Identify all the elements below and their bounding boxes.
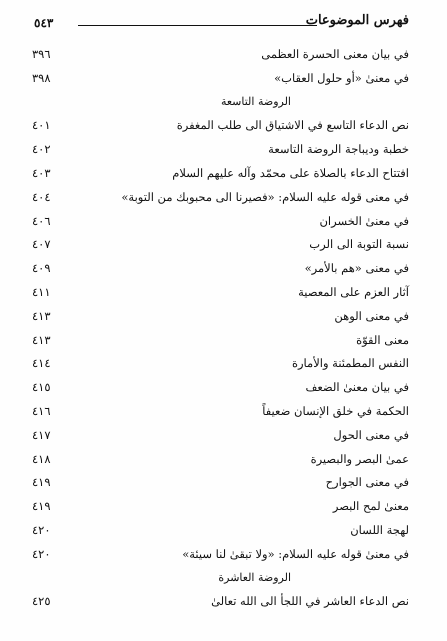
entry-title: في معنىٰ الخسران [319, 213, 409, 228]
entry-title: خطبة وديباجة الروضة التاسعة [268, 142, 409, 157]
contents-entry [32, 544, 409, 568]
section-title: الروضة العاشرة [218, 570, 291, 584]
entry-title: في معنىٰ «أو حلول العقاب» [274, 70, 409, 85]
entry-page-number: ٤٠٣ [32, 165, 51, 180]
entry-title: في معنى الوهن [334, 308, 409, 323]
entry-title: النفس المطمئنة والأمارة [291, 356, 409, 371]
entry-title: نص الدعاء العاشر في اللجأ الى الله تعالىٰ [211, 594, 409, 609]
contents-entry [32, 306, 409, 330]
contents-entry [32, 44, 409, 68]
contents-entry [32, 520, 409, 544]
contents-entry [32, 139, 409, 163]
entry-page-number: ٤٢٥ [32, 594, 51, 609]
entry-page-number: ٣٩٦ [32, 47, 51, 61]
contents-entry [32, 187, 409, 211]
entry-page-number: ٤١٩ [32, 499, 51, 514]
contents-entry [32, 115, 409, 139]
header-rule [78, 25, 317, 26]
entry-page-number: ٤٠٧ [32, 237, 51, 252]
entry-title: نسبة التوبة الى الرب [309, 237, 409, 252]
entry-title: عمىٰ البصر والبصيرة [310, 451, 409, 466]
contents-entry [32, 211, 409, 235]
contents-list [32, 44, 409, 615]
header-title: فهرس الموضوعات [302, 12, 409, 30]
contents-entry [32, 472, 409, 496]
contents-entry [32, 163, 409, 187]
entry-page-number: ٤٠٢ [32, 142, 51, 157]
entry-page-number: ٤٠٦ [32, 213, 51, 228]
contents-entry [32, 353, 409, 377]
entry-page-number: ٤٢٠ [32, 546, 51, 561]
contents-entry [32, 425, 409, 449]
entry-page-number: ٤٠١ [32, 118, 51, 133]
entry-title: معنى القوّة [356, 332, 409, 347]
entry-title: في معنى قوله عليه السلام: «فصيرنا الى محبوبك من التوبة» [121, 189, 409, 204]
contents-entry [32, 234, 409, 258]
entry-page-number: ٤١٤ [32, 356, 51, 371]
entry-title: في معنى الجوارح [325, 475, 409, 490]
contents-entry [32, 377, 409, 401]
entry-page-number: ٤١٣ [32, 332, 51, 347]
entry-title: في معنى «هم بالأمر» [304, 261, 409, 276]
entry-title: معنىٰ لمح البصر [332, 499, 409, 514]
entry-page-number: ٤١٦ [32, 403, 51, 418]
contents-entry [32, 401, 409, 425]
entry-title: آثار العزم على المعصية [298, 284, 409, 299]
contents-entry [32, 591, 409, 615]
entry-title: لهجة اللسان [350, 522, 409, 537]
header-page-number: ٥٤٣ [34, 16, 54, 30]
section-title: الروضة التاسعة [220, 94, 291, 108]
entry-page-number: ٤١٨ [32, 451, 51, 466]
entry-page-number: ٤٢٠ [32, 522, 51, 537]
contents-entry [32, 258, 409, 282]
section-heading [32, 568, 409, 592]
page-header [34, 12, 409, 34]
entry-title: في بيان معنى الحسرة العظمى [261, 47, 409, 61]
entry-title: في معنى الحول [333, 427, 409, 442]
entry-title: نص الدعاء التاسع في الاشتياق الى طلب المغفرة [176, 118, 409, 133]
entry-page-number: ٤٠٤ [32, 189, 51, 204]
entry-page-number: ٤١٥ [32, 380, 51, 395]
section-heading [32, 92, 409, 116]
entry-page-number: ٤١٧ [32, 427, 51, 442]
entry-page-number: ٤١١ [32, 284, 51, 299]
contents-entry [32, 68, 409, 92]
entry-page-number: ٤١٣ [32, 308, 51, 323]
entry-title: في معنىٰ قوله عليه السلام: «ولا تبقىٰ لنا سيئة» [182, 546, 409, 561]
contents-entry [32, 496, 409, 520]
entry-title: الحكمة في خلق الإنسان ضعيفاً [262, 403, 409, 418]
entry-title: في بيان معنىٰ الضعف [305, 380, 409, 395]
contents-entry [32, 282, 409, 306]
entry-page-number: ٤٠٩ [32, 261, 51, 276]
contents-entry [32, 330, 409, 354]
entry-title: افتتاح الدعاء بالصلاة على محمّد وآله عليهم السلام [172, 165, 409, 180]
entry-page-number: ٤١٩ [32, 475, 51, 490]
entry-page-number: ٣٩٨ [32, 70, 51, 85]
contents-entry [32, 449, 409, 473]
